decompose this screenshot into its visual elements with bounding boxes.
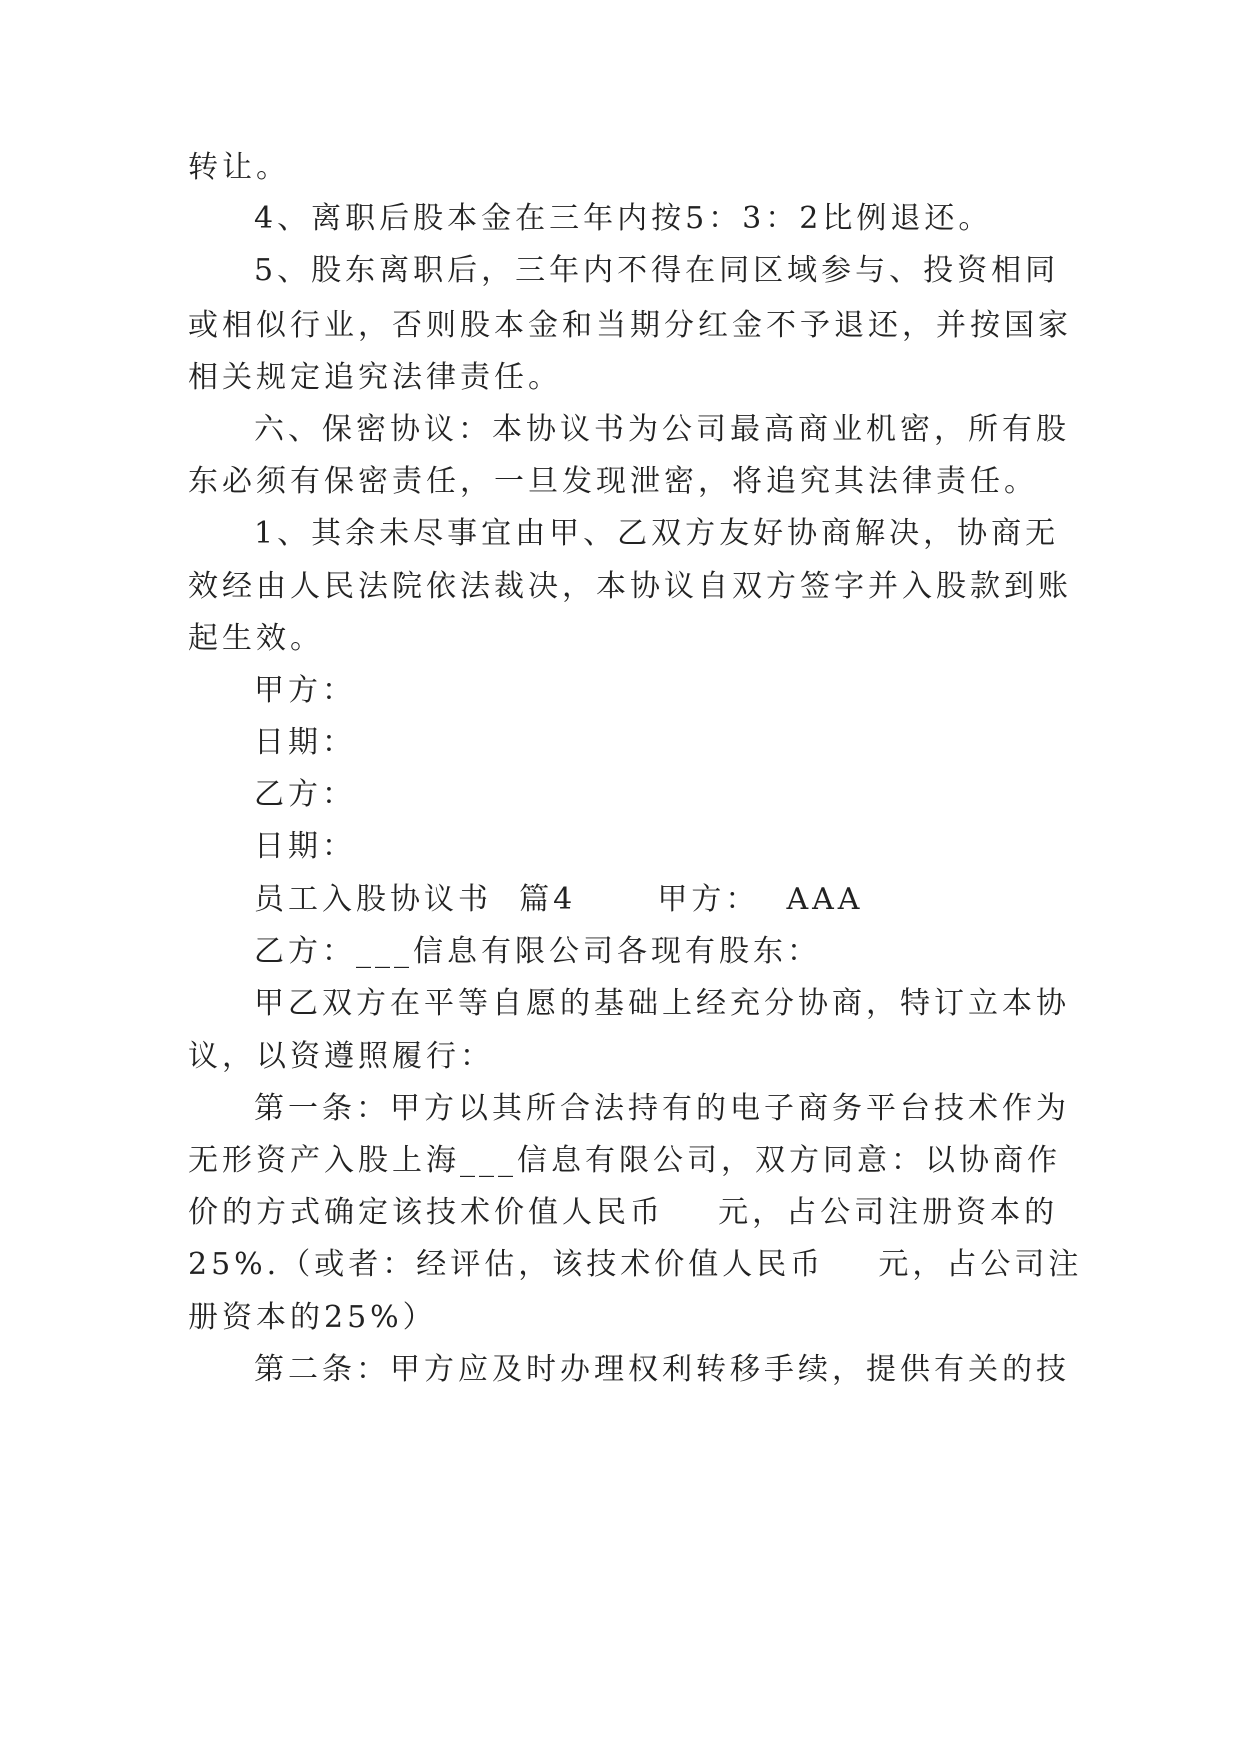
text-line: 议，以资遵照履行： bbox=[188, 1039, 494, 1074]
text-line: 第二条：甲方应及时办理权利转移手续，提供有关的技 bbox=[254, 1352, 1070, 1387]
text-line: 第一条：甲方以其所合法持有的电子商务平台技术作为 bbox=[254, 1091, 1070, 1126]
text-line: 相关规定追究法律责任。 bbox=[188, 360, 562, 395]
text-line: 日期： bbox=[254, 725, 356, 760]
text-line: 甲乙双方在平等自愿的基础上经充分协商，特订立本协 bbox=[254, 986, 1070, 1021]
text-line: 转让。 bbox=[188, 150, 290, 185]
text-line: 乙方：___信息有限公司各现有股东： bbox=[254, 934, 821, 969]
text-line: 日期： bbox=[254, 829, 356, 864]
text-line: 1、其余未尽事宜由甲、乙双方友好协商解决，协商无 bbox=[254, 516, 1060, 551]
text-line: 册资本的25%） bbox=[188, 1300, 437, 1335]
text-line: 无形资产入股上海___信息有限公司，双方同意：以协商作 bbox=[188, 1143, 1061, 1178]
text-line: 25%.（或者：经评估，该技术价值人民币 元，占公司注 bbox=[188, 1247, 1083, 1282]
text-line: 效经由人民法院依法裁决，本协议自双方签字并入股款到账 bbox=[188, 569, 1072, 604]
text-line: 六、保密协议：本协议书为公司最高商业机密，所有股 bbox=[254, 412, 1070, 447]
text-line: 5、股东离职后，三年内不得在同区域参与、投资相同 bbox=[254, 253, 1060, 288]
text-line: 价的方式确定该技术价值人民币 元，占公司注册资本的 bbox=[188, 1195, 1059, 1230]
text-line: 员工入股协议书 篇4 甲方： AAA bbox=[254, 882, 864, 917]
text-line: 乙方： bbox=[254, 777, 356, 812]
text-line: 4、离职后股本金在三年内按5：3：2比例退还。 bbox=[254, 201, 993, 236]
text-line: 东必须有保密责任，一旦发现泄密，将追究其法律责任。 bbox=[188, 464, 1038, 499]
text-line: 甲方： bbox=[254, 673, 356, 708]
text-line: 起生效。 bbox=[188, 621, 324, 656]
text-line: 或相似行业，否则股本金和当期分红金不予退还，并按国家 bbox=[188, 308, 1072, 343]
